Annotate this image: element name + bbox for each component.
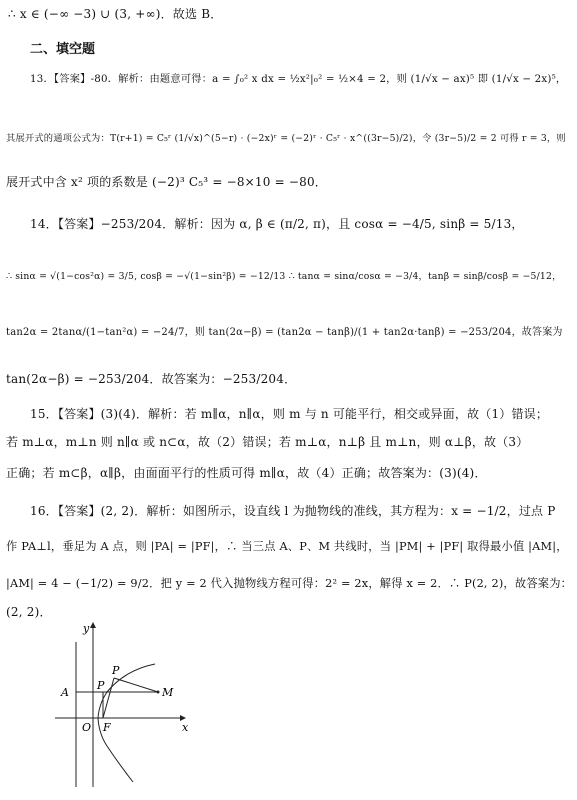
x-axis: [55, 715, 186, 721]
label-O: O: [82, 721, 92, 734]
label-A: A: [61, 686, 69, 699]
q15-line-3: 正确；若 m⊂β，α∥β，由面面平行的性质可得 m∥α，故（4）正确；故答案为：(3)(4)．: [6, 466, 487, 480]
q14-line-1: 14．【答案】−253/204．解析：因为 α, β ∈ (π/2, π)，且 cosα = −4/5, sinβ = 5/13，: [30, 217, 524, 231]
q13-line-2: 其展开式的通项公式为：T(r+1) = C₅ʳ (1/√x)^(5−r) · (−2x)ʳ = (−2)ʳ · C₅ʳ · x^((3r−5)/2)，令 (3r−5)/2 = 2 可得 r = 3，则: [6, 133, 566, 144]
q14-line-2: ∴ sinα = √(1−cos²α) = 3/5, cosβ = −√(1−sin²β) = −12/13 ∴ tanα = sinα/cosα = −3/4，tanβ = sinβ/cosβ = −5/12，: [6, 271, 562, 282]
y-axis: [90, 622, 96, 787]
section-heading: 二、填空题: [30, 42, 96, 57]
point-M: [157, 691, 160, 694]
line-P-F: [103, 678, 114, 718]
label-y: y: [83, 622, 90, 635]
label-F: F: [103, 721, 111, 734]
q15-line-1: 15．【答案】(3)(4)．解析：若 m∥α，n∥α，则 m 与 n 可能平行，相交或异面，故（1）错误；: [30, 407, 549, 421]
q16-line-1: 16．【答案】(2, 2)．解析：如图所示，设直线 l 为抛物线的准线，其方程为：x = −1/2，过点 P: [30, 504, 556, 518]
parabola-figure: [55, 622, 205, 792]
q16-line-2: 作 PA⊥l，垂足为 A 点，则 |PA| = |PF|，∴ 当三点 A、P、M 共线时，当 |PM| + |PF| 取得最小值 |AM|，: [6, 540, 568, 553]
conclusion-line: ∴ x ∈ (−∞ −3) ∪ (3, +∞)．故选 B．: [8, 7, 223, 21]
q16-line-3: |AM| = 4 − (−1/2) = 9/2．把 y = 2 代入抛物线方程可得：2² = 2x，解得 x = 2．∴ P(2, 2)，故答案为：: [6, 577, 573, 590]
label-M: M: [162, 686, 174, 699]
q13-line-3: 展开式中含 x² 项的系数是 (−2)³ C₅³ = −8×10 = −80．: [6, 175, 328, 189]
line-P-M: [114, 678, 158, 692]
label-x: x: [182, 721, 189, 734]
label-P-upper: P: [112, 664, 120, 677]
q13-line-1: 13．【答案】-80．解析：由题意可得：a = ∫₀² x dx = ½x²|₀² = ½×4 = 2，则 (1/√x − ax)⁵ 即 (1/√x − 2x)⁵，: [30, 73, 567, 85]
q16-line-4: (2, 2)．: [6, 605, 52, 619]
q14-line-4: tan(2α−β) = −253/204．故答案为：−253/204．: [6, 372, 297, 386]
label-P-lower: P: [97, 679, 105, 692]
q15-line-2: 若 m⊥α，m⊥n 则 n∥α 或 n⊂α，故（2）错误；若 m⊥α，n⊥β 且 m⊥n，则 α⊥β，故（3）: [6, 435, 529, 449]
q14-line-3: tan2α = 2tanα/(1−tan²α) = −24/7，则 tan(2α−β) = (tan2α − tanβ)/(1 + tan2α·tanβ) = −253/204，故答案为: [6, 327, 563, 338]
